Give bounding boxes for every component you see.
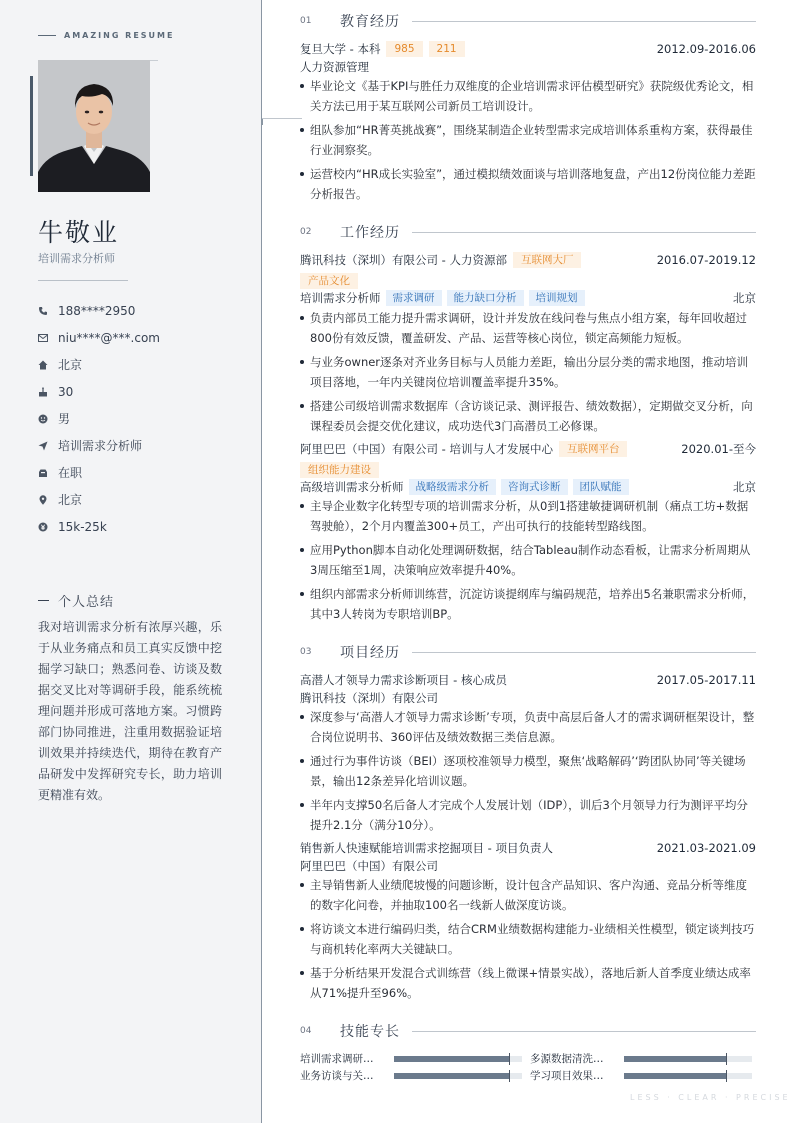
contact-value: 北京 <box>58 358 83 372</box>
skill-bar-marker <box>726 1070 727 1082</box>
cake-icon <box>38 387 48 397</box>
list-item: 将访谈文本进行编码归类，结合CRM业绩数据构建能力-业绩相关性模型，锁定谈判技巧与商机转化率两大关键缺口。 <box>300 919 756 959</box>
section-education-heading <box>300 11 756 31</box>
section-title: 教育经历 <box>340 14 400 30</box>
profile-title: 培训需求分析师 <box>38 252 115 265</box>
project-header <box>300 840 756 856</box>
company-badge: 组织能力建设 <box>300 462 379 478</box>
section-rule <box>412 232 756 233</box>
project-date: 2021.03-2021.09 <box>656 841 756 855</box>
contact-value: 30 <box>58 384 74 399</box>
section-rule <box>412 652 756 653</box>
location-icon <box>38 495 48 505</box>
contact-gender <box>38 405 160 432</box>
sidebar-connector <box>262 118 302 119</box>
skill-tag: 咨询式诊断 <box>501 479 568 495</box>
school-badge: 985 <box>386 41 422 57</box>
skill-bar <box>624 1073 752 1079</box>
job-location: 北京 <box>733 291 756 305</box>
summary-heading-text: 个人总结 <box>58 595 115 610</box>
summary-dash <box>38 600 49 601</box>
sidebar-connector-tick <box>262 119 265 125</box>
job-location: 北京 <box>733 480 756 494</box>
contact-salary <box>38 513 160 540</box>
list-item: 应用Python脚本自动化处理调研数据，结合Tableau制作动态看板，让需求分析周期从3周压缩至1周，决策响应效率提升40%。 <box>300 540 756 580</box>
section-title: 工作经历 <box>340 225 400 241</box>
list-item: 与业务owner逐条对齐业务目标与人员能力差距，输出分层分类的需求地图，推动培训项目落地，一年内关键岗位培训覆盖率提升35%。 <box>300 352 756 392</box>
skill-name: 培训需求调研… <box>300 1053 374 1065</box>
skill-row <box>300 1068 756 1082</box>
job-header <box>300 252 756 268</box>
skill-bar-marker <box>509 1070 510 1082</box>
project-company-row <box>300 690 756 706</box>
skill-bar-marker <box>509 1053 510 1065</box>
mail-icon <box>38 333 48 343</box>
project-date: 2017.05-2017.11 <box>656 673 756 687</box>
skill-tag: 战略级需求分析 <box>409 479 497 495</box>
contact-status <box>38 459 160 486</box>
section-projects-heading <box>300 642 756 662</box>
section-title: 技能专长 <box>340 1024 400 1040</box>
job-role-row <box>300 479 756 495</box>
skill-name: 业务访谈与关… <box>300 1070 374 1082</box>
summary-text: 我对培训需求分析有浓厚兴趣，乐于从业务痛点和员工真实反馈中挖掘学习缺口；熟悉问卷、访谈及数据交叉比对等调研手段，能系统梳理问题并形成可落地方案。习惯跨部门协同推进，注重用数据验证培训效果并持续迭代，期待在教育产品研发中发挥研究专长，助力培训更精准有效。 <box>38 620 222 802</box>
company-name: 腾讯科技（深圳）有限公司 - 人力资源部 <box>300 253 507 267</box>
job-badge-row <box>294 462 750 478</box>
money-icon <box>38 522 48 532</box>
skill-bar-fill <box>394 1056 509 1062</box>
contact-phone <box>38 297 160 324</box>
sidebar <box>0 0 262 1123</box>
skill-tag: 培训规划 <box>529 290 585 306</box>
skill-item <box>530 1051 752 1066</box>
job-header <box>300 441 756 457</box>
skill-name: 学习项目效果… <box>530 1070 604 1082</box>
brand <box>38 31 174 40</box>
inbox-icon <box>38 468 48 478</box>
contact-value: 北京 <box>58 493 83 507</box>
project-name: 销售新人快速赋能培训需求挖掘项目 - 项目负责人 <box>300 841 553 855</box>
skill-item <box>530 1068 752 1083</box>
list-item: 负责内部员工能力提升需求调研，设计并发放在线问卷与焦点小组方案，每年回收超过800份有效反馈，覆盖研发、产品、运营等核心岗位，锁定高频能力短板。 <box>300 308 756 348</box>
section-work-heading <box>300 222 756 242</box>
list-item: 半年内支撑50名后备人才完成个人发展计划（IDP），训后3个月领导力行为测评平均分提升2.1分（满分10分）。 <box>300 795 756 835</box>
contact-list <box>38 297 160 540</box>
skill-name: 多源数据清洗… <box>530 1053 604 1065</box>
list-item: 主导企业数字化转型专项的培训需求分析，从0到1搭建敏捷调研机制（痛点工坊+数据驾驶舱），2个月内覆盖300+员工，产出可执行的技能转型路线图。 <box>300 496 756 536</box>
project-name: 高潜人才领导力需求诊断项目 - 核心成员 <box>300 673 507 687</box>
project-company-row <box>300 858 756 874</box>
list-item: 深度参与‘高潜人才领导力需求诊断’专项，负责中高层后备人才的需求调研框架设计，整合岗位说明书、360评估及绩效数据三类信息源。 <box>300 707 756 747</box>
home-icon <box>38 360 48 370</box>
skill-tag: 团队赋能 <box>573 479 629 495</box>
major-name: 人力资源管理 <box>300 60 369 74</box>
list-item: 搭建公司级培训需求数据库（含访谈记录、测评报告、绩效数据），定期做交叉分析，向课程委员会提交优化建议，成功迭代3门高潜员工必修课。 <box>300 396 756 436</box>
list-item: 通过行为事件访谈（BEI）逐项校准领导力模型，聚焦‘战略解码’‘跨团队协同’等关键场景，输出12条差异化培训议题。 <box>300 751 756 791</box>
company-badge: 互联网平台 <box>559 441 628 457</box>
education-entry <box>300 41 756 57</box>
skill-row <box>300 1051 756 1065</box>
section-skills-heading <box>300 1021 756 1041</box>
footer-watermark: LESS · CLEAR · PRECISE <box>630 1093 791 1102</box>
contact-position <box>38 432 160 459</box>
list-item: 基于分析结果开发混合式训练营（线上微课+情景实战），落地后新人首季度业绩达成率从71%提升至96%。 <box>300 963 756 1003</box>
education-date: 2012.09-2016.06 <box>656 42 756 56</box>
list-item: 组织内部需求分析师训练营，沉淀访谈提纲库与编码规范，培养出5名兼职需求分析师，其中3人转岗为专职培训BP。 <box>300 584 756 624</box>
section-number: 02 <box>300 227 312 237</box>
section-rule <box>412 21 756 22</box>
job-role-row <box>300 290 756 306</box>
school-badge: 211 <box>429 41 465 57</box>
section-number: 01 <box>300 16 312 26</box>
contact-email <box>38 324 160 351</box>
skill-bar-fill <box>394 1073 509 1079</box>
skill-bar-fill <box>624 1056 726 1062</box>
company-badge: 互联网大厂 <box>513 252 582 268</box>
contact-value: 培训需求分析师 <box>58 439 143 453</box>
project-header <box>300 672 756 688</box>
profile-name: 牛敬业 <box>38 218 120 247</box>
list-item: 毕业论文《基于KPI与胜任力双维度的企业培训需求评估模型研究》获院级优秀论文，相关方法已用于某互联网公司新员工培训设计。 <box>300 76 756 116</box>
brand-text: AMAZING RESUME <box>64 31 175 40</box>
skill-bar-fill <box>624 1073 726 1079</box>
portrait-image <box>38 60 150 192</box>
send-icon <box>38 441 48 451</box>
contact-value: niu****@***.com <box>58 330 160 345</box>
education-major <box>300 59 756 75</box>
avatar <box>38 60 150 192</box>
smile-icon <box>38 414 48 424</box>
section-rule <box>412 1031 756 1032</box>
photo-accent-bar <box>30 76 33 176</box>
skill-bar <box>394 1056 522 1062</box>
brand-divider <box>38 35 56 36</box>
contact-city <box>38 351 160 378</box>
list-item: 组队参加“HR菁英挑战赛”，围绕某制造企业转型需求完成培训体系重构方案，获得最佳行业洞察奖。 <box>300 120 756 160</box>
section-number: 04 <box>300 1026 312 1036</box>
job-date: 2020.01-至今 <box>681 442 756 456</box>
skill-tag: 能力缺口分析 <box>447 290 524 306</box>
skill-bar <box>624 1056 752 1062</box>
contact-expected-city <box>38 486 160 513</box>
phone-icon <box>38 306 48 316</box>
summary-heading <box>38 591 114 610</box>
title-divider <box>38 280 128 281</box>
company-badge: 产品文化 <box>300 273 358 289</box>
skill-tag: 需求调研 <box>386 290 442 306</box>
project-company: 腾讯科技（深圳）有限公司 <box>300 691 438 705</box>
skill-item <box>300 1051 522 1066</box>
section-title: 项目经历 <box>340 645 400 661</box>
contact-value: 在职 <box>58 466 83 480</box>
contact-age <box>38 378 160 405</box>
contact-value: 188****2950 <box>58 303 136 318</box>
job-role: 高级培训需求分析师 <box>300 480 404 494</box>
company-name: 阿里巴巴（中国）有限公司 - 培训与人才发展中心 <box>300 442 553 456</box>
list-item: 主导销售新人业绩爬坡慢的问题诊断，设计包含产品知识、客户沟通、竞品分析等维度的数字化问卷，并抽取100名一线新人做深度访谈。 <box>300 875 756 915</box>
job-role: 培训需求分析师 <box>300 291 381 305</box>
project-company: 阿里巴巴（中国）有限公司 <box>300 859 438 873</box>
skill-bar-marker <box>726 1053 727 1065</box>
school-name: 复旦大学 - 本科 <box>300 42 381 56</box>
skill-bar <box>394 1073 522 1079</box>
job-date: 2016.07-2019.12 <box>656 253 756 267</box>
section-number: 03 <box>300 647 312 657</box>
list-item: 运营校内“HR成长实验室”，通过模拟绩效面谈与培训落地复盘，产出12份岗位能力差距分析报告。 <box>300 164 756 204</box>
contact-value: 15k-25k <box>58 519 107 534</box>
skill-item <box>300 1068 522 1083</box>
contact-value: 男 <box>58 412 71 426</box>
job-badge-row <box>294 273 750 289</box>
